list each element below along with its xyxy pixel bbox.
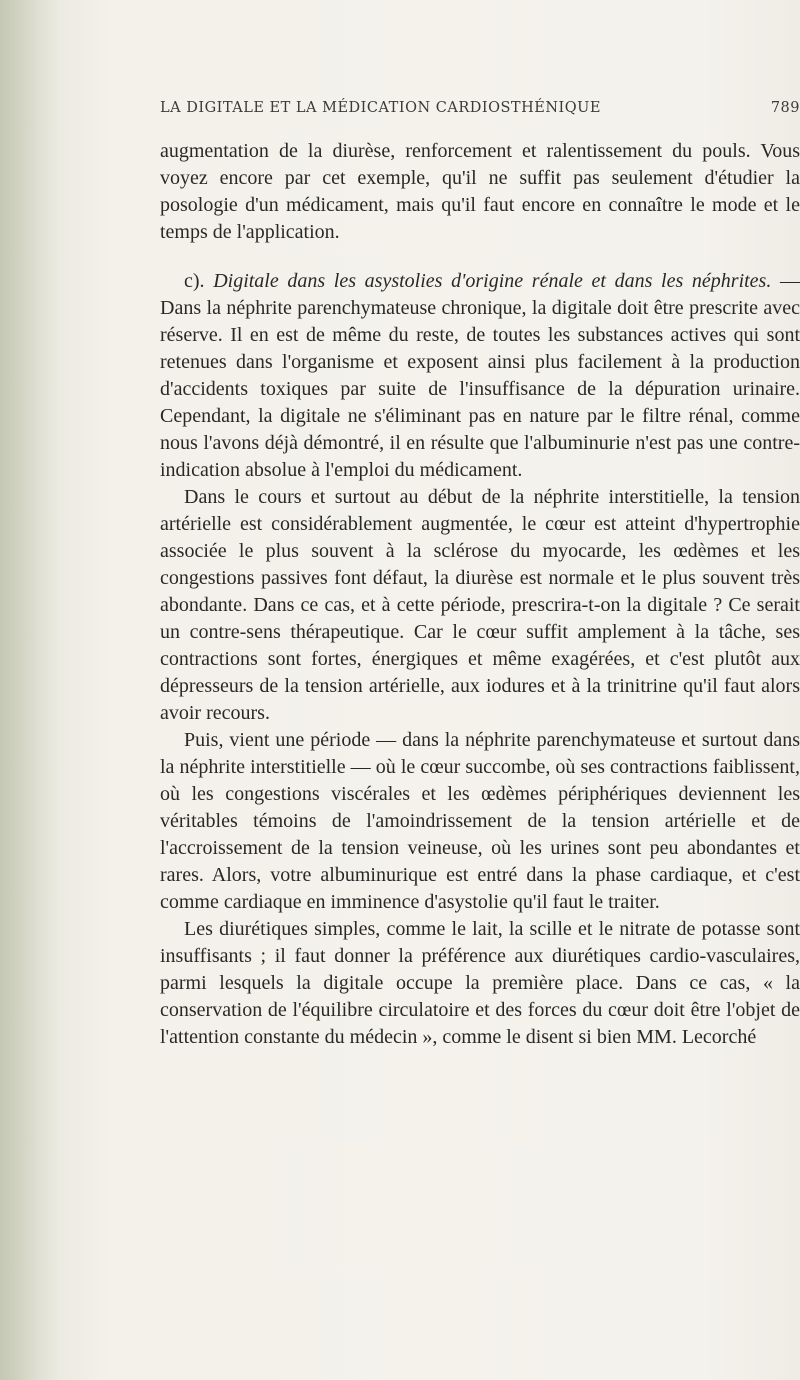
body-text — [160, 138, 800, 1051]
page-edge-shadow — [0, 0, 60, 1380]
running-title: LA DIGITALE ET LA MÉDICATION CARDIOSTHÉNIQUE — [160, 100, 601, 116]
page-number: 789 — [770, 100, 800, 116]
section-heading: Digitale dans les asystolies d'origine rénale et dans les néphrites. — [213, 270, 772, 292]
paragraph-1: augmentation de la diurèse, renforcement et ralentissement du pouls. Vous voyez encore par cet exemple, qu'il ne suffit pas seulement d'étudier la posologie d'un médicament, mais qu'il faut encore en connaître le mode et le temps de l'application. — [160, 140, 800, 243]
paragraph-3: Dans le cours et surtout au début de la néphrite interstitielle, la tension artérielle est considérablement augmentée, le cœur est atteint d'hypertrophie associée le plus souvent à la sclérose du myocarde, les œdèmes et les congestions passives font défaut, la diurèse est normale et le plus souvent très abondante. Dans ce cas, et à cette période, prescrira-t-on la digitale ? Ce serait un contre-sens thérapeutique. Car le cœur suffit amplement à la tâche, ses contractions sont fortes, énergiques et même exagérées, et c'est plutôt aux dépresseurs de la tension artérielle, aux iodures et à la trinitrine qu'il faut alors avoir recours. — [160, 486, 800, 724]
paragraph-5: Les diurétiques simples, comme le lait, la scille et le nitrate de potasse sont insuffisants ; il faut donner la préférence aux diurétiques cardio-vasculaires, parmi lesquels la digitale occupe la première place. Dans ce cas, « la conservation de l'équilibre circulatoire et des forces du cœur doit être l'objet de l'attention constante du médecin », comme le disent si bien MM. Lecorché — [160, 918, 800, 1048]
paragraph-2-text: — Dans la néphrite parenchymateuse chronique, la digitale doit être prescrite avec réserve. Il en est de même du reste, de toutes les substances actives qui sont retenues dans l'organisme et exposent ainsi plus facilement à la production d'accidents toxiques par suite de l'insuffisance de la dépuration urinaire. Cependant, la digitale ne s'éliminant pas en nature par le filtre rénal, comme nous l'avons déjà démontré, il en résulte que l'albuminurie n'est pas une contre-indication absolue à l'emploi du médicament. — [160, 270, 800, 481]
running-header — [160, 100, 800, 124]
paragraph-2 — [160, 268, 800, 484]
section-letter: c). — [184, 270, 214, 292]
paragraph-4: Puis, vient une période — dans la néphrite parenchymateuse et surtout dans la néphrite interstitielle — où le cœur succombe, où ses contractions faiblissent, où les congestions viscérales et les œdèmes périphériques deviennent les véritables témoins de l'amoindrissement de la tension artérielle et de l'accroissement de la tension veineuse, où les urines sont peu abondantes et rares. Alors, votre albuminurique est entré dans la phase cardiaque, et c'est comme cardiaque en imminence d'asystolie qu'il faut le traiter. — [160, 729, 800, 913]
